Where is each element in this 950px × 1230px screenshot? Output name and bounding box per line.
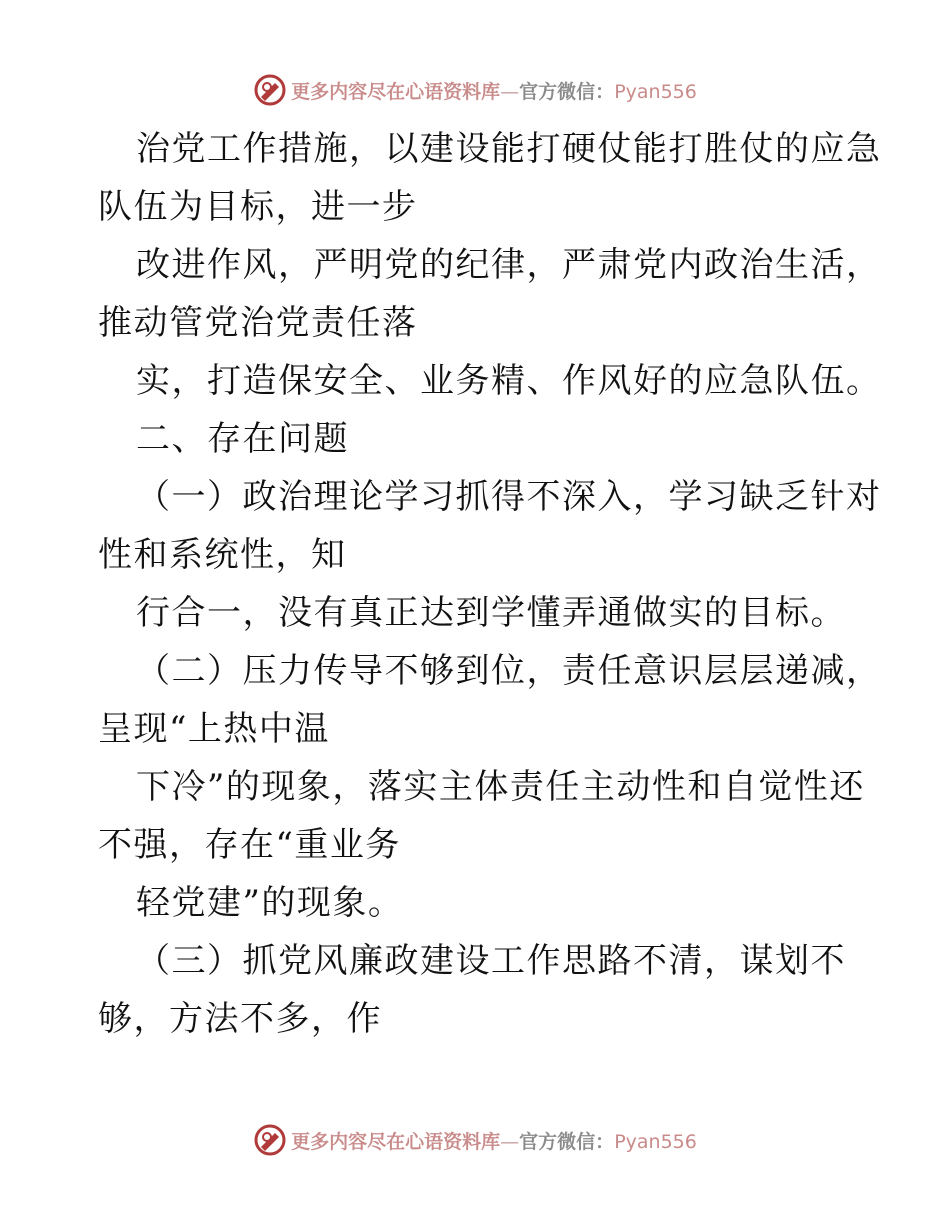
text-line: 呈现“上热中温 [98,709,330,749]
document-body [98,120,882,1048]
banner-brand: 更多内容尽在心语资料库 [291,1130,501,1153]
text-line: 轻党建”的现象。 [136,883,404,923]
text-line: （二）压力传导不够到位，责任意识层层递减， [136,651,882,691]
text-line: 不强，存在“重业务 [98,825,401,865]
banner-dash: — [500,1130,520,1153]
text-line: 下冷”的现象，落实主体责任主动性和自觉性还 [136,767,865,807]
text-line: （三）抓党风廉政建设工作思路不清，谋划不 [136,941,846,981]
header-banner [0,70,950,110]
section-heading: 二、存在问题 [136,419,349,459]
banner-text [291,77,697,104]
banner-text [291,1127,697,1154]
text-line: （一）政治理论学习抓得不深入，学习缺乏针对 [136,477,882,517]
text-line: 实，打造保安全、业务精、作风好的应急队伍。 [136,361,882,401]
banner-wechat-label: 官方微信： [519,1130,615,1153]
banner-wechat-id: Pyan556 [614,1130,697,1153]
text-line: 性和系统性，知 [98,535,347,575]
logo-icon [253,73,287,107]
footer-banner [0,1120,950,1160]
text-line: 行合一，没有真正达到学懂弄通做实的目标。 [136,593,846,633]
text-line: 够，方法不多，作 [98,999,382,1039]
logo-icon [253,1123,287,1157]
text-line: 队伍为目标，进一步 [98,187,418,227]
banner-dash: — [500,80,520,103]
text-line: 改进作风，严明党的纪律，严肃党内政治生活， [136,245,882,285]
banner-wechat-label: 官方微信： [519,80,615,103]
text-line: 推动管党治党责任落 [98,303,418,343]
text-line: 治党工作措施，以建设能打硬仗能打胜仗的应急 [136,129,882,169]
banner-wechat-id: Pyan556 [614,80,697,103]
banner-brand: 更多内容尽在心语资料库 [291,80,501,103]
